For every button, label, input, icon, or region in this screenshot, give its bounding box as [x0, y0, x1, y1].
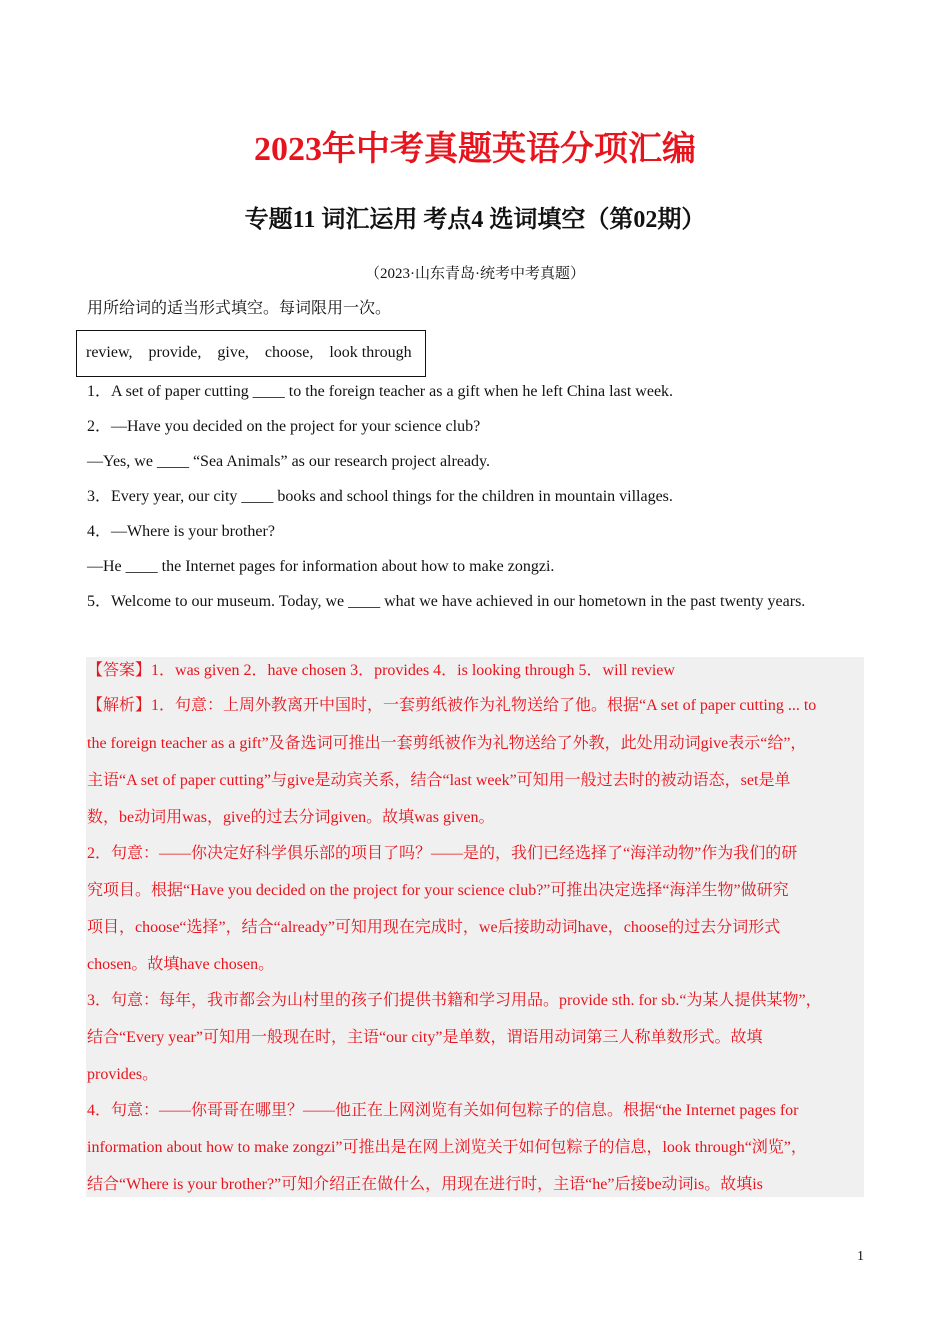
analysis-line: chosen。故填have chosen。 [87, 956, 275, 973]
exam-source: （2023·山东青岛·统考中考真题） [365, 266, 585, 282]
analysis-line: 结合“Where is your brother?”可知介绍正在做什么，用现在进行时，主语“he”后接be动词is。故填is [87, 1176, 763, 1193]
analysis-line: 项目，choose“选择”，结合“already”可知用现在完成时，we后接助动词have，choose的过去分词形式 [87, 919, 781, 936]
analysis-line: 主语“A set of paper cutting”与give是动宾关系，结合“last week”可知用一般过去时的被动语态，set是单 [87, 772, 791, 789]
question-4-reply: —He ____ the Internet pages for information about how to make zongzi. [87, 558, 555, 575]
analysis-line: 3．句意：每年，我市都会为山村里的孩子们提供书籍和学习用品。provide sth. for sb.“为某人提供某物”， [87, 992, 822, 1009]
analysis-line: 4．句意：——你哥哥在哪里？——他正在上网浏览有关如何包粽子的信息。根据“the Internet pages for [87, 1102, 799, 1119]
question-2: 2．—Have you decided on the project for your science club? [87, 418, 481, 435]
instruction: 用所给词的适当形式填空。每词限用一次。 [87, 300, 392, 317]
main-title: 2023年中考真题英语分项汇编 [254, 131, 696, 168]
analysis-line: information about how to make zongzi”可推出是在网上浏览关于如何包粽子的信息，look through“浏览”， [87, 1139, 807, 1156]
question-5: 5．Welcome to our museum. Today, we ____ what we have achieved in our hometown in the past twenty years. [87, 593, 806, 610]
question-3: 3．Every year, our city ____ books and school things for the children in mountain villages. [87, 488, 673, 505]
answer-text: 1．was given 2．have chosen 3．provides 4．is looking through 5．will review [151, 662, 675, 679]
answer-line [87, 660, 675, 682]
analysis-line: 数，be动词用was，give的过去分词given。故填was given。 [87, 809, 495, 826]
analysis-line: 结合“Every year”可知用一般现在时，主语“our city”是单数，谓语用动词第三人称单数形式。故填 [87, 1029, 763, 1046]
analysis-line: 2．句意：——你决定好科学俱乐部的项目了吗？——是的，我们已经选择了“海洋动物”作为我们的研 [87, 845, 798, 862]
analysis-line [87, 695, 816, 717]
sub-title: 专题11 词汇运用 考点4 选词填空（第02期） [244, 207, 706, 233]
word-give: give, [217, 344, 249, 361]
word-choose: choose, [264, 344, 314, 361]
answer-label: 【答案】 [87, 662, 152, 679]
analysis-line: provides。 [87, 1066, 159, 1083]
word-box [76, 330, 426, 377]
analysis-line: 究项目。根据“Have you decided on the project for your science club?”可推出决定选择“海洋生物”做研究 [87, 882, 789, 899]
question-4: 4．—Where is your brother? [87, 523, 275, 540]
analysis-line: the foreign teacher as a gift”及备选词可推出一套剪纸被作为礼物送给了外教，此处用动词give表示“给”， [87, 735, 807, 752]
word-look-through: look through [329, 344, 412, 361]
question-2-reply: —Yes, we ____ “Sea Animals” as our research project already. [87, 453, 490, 470]
question-1: 1．A set of paper cutting ____ to the foreign teacher as a gift when he left China last week. [87, 383, 674, 400]
word-provide: provide, [148, 344, 202, 361]
word-review: review, [86, 344, 133, 361]
analysis-label: 【解析】 [87, 697, 152, 714]
page-number: 1 [857, 1249, 864, 1264]
analysis-text: 1．句意：上周外教离开中国时，一套剪纸被作为礼物送给了他。根据“A set of paper cutting ... to [151, 697, 817, 714]
